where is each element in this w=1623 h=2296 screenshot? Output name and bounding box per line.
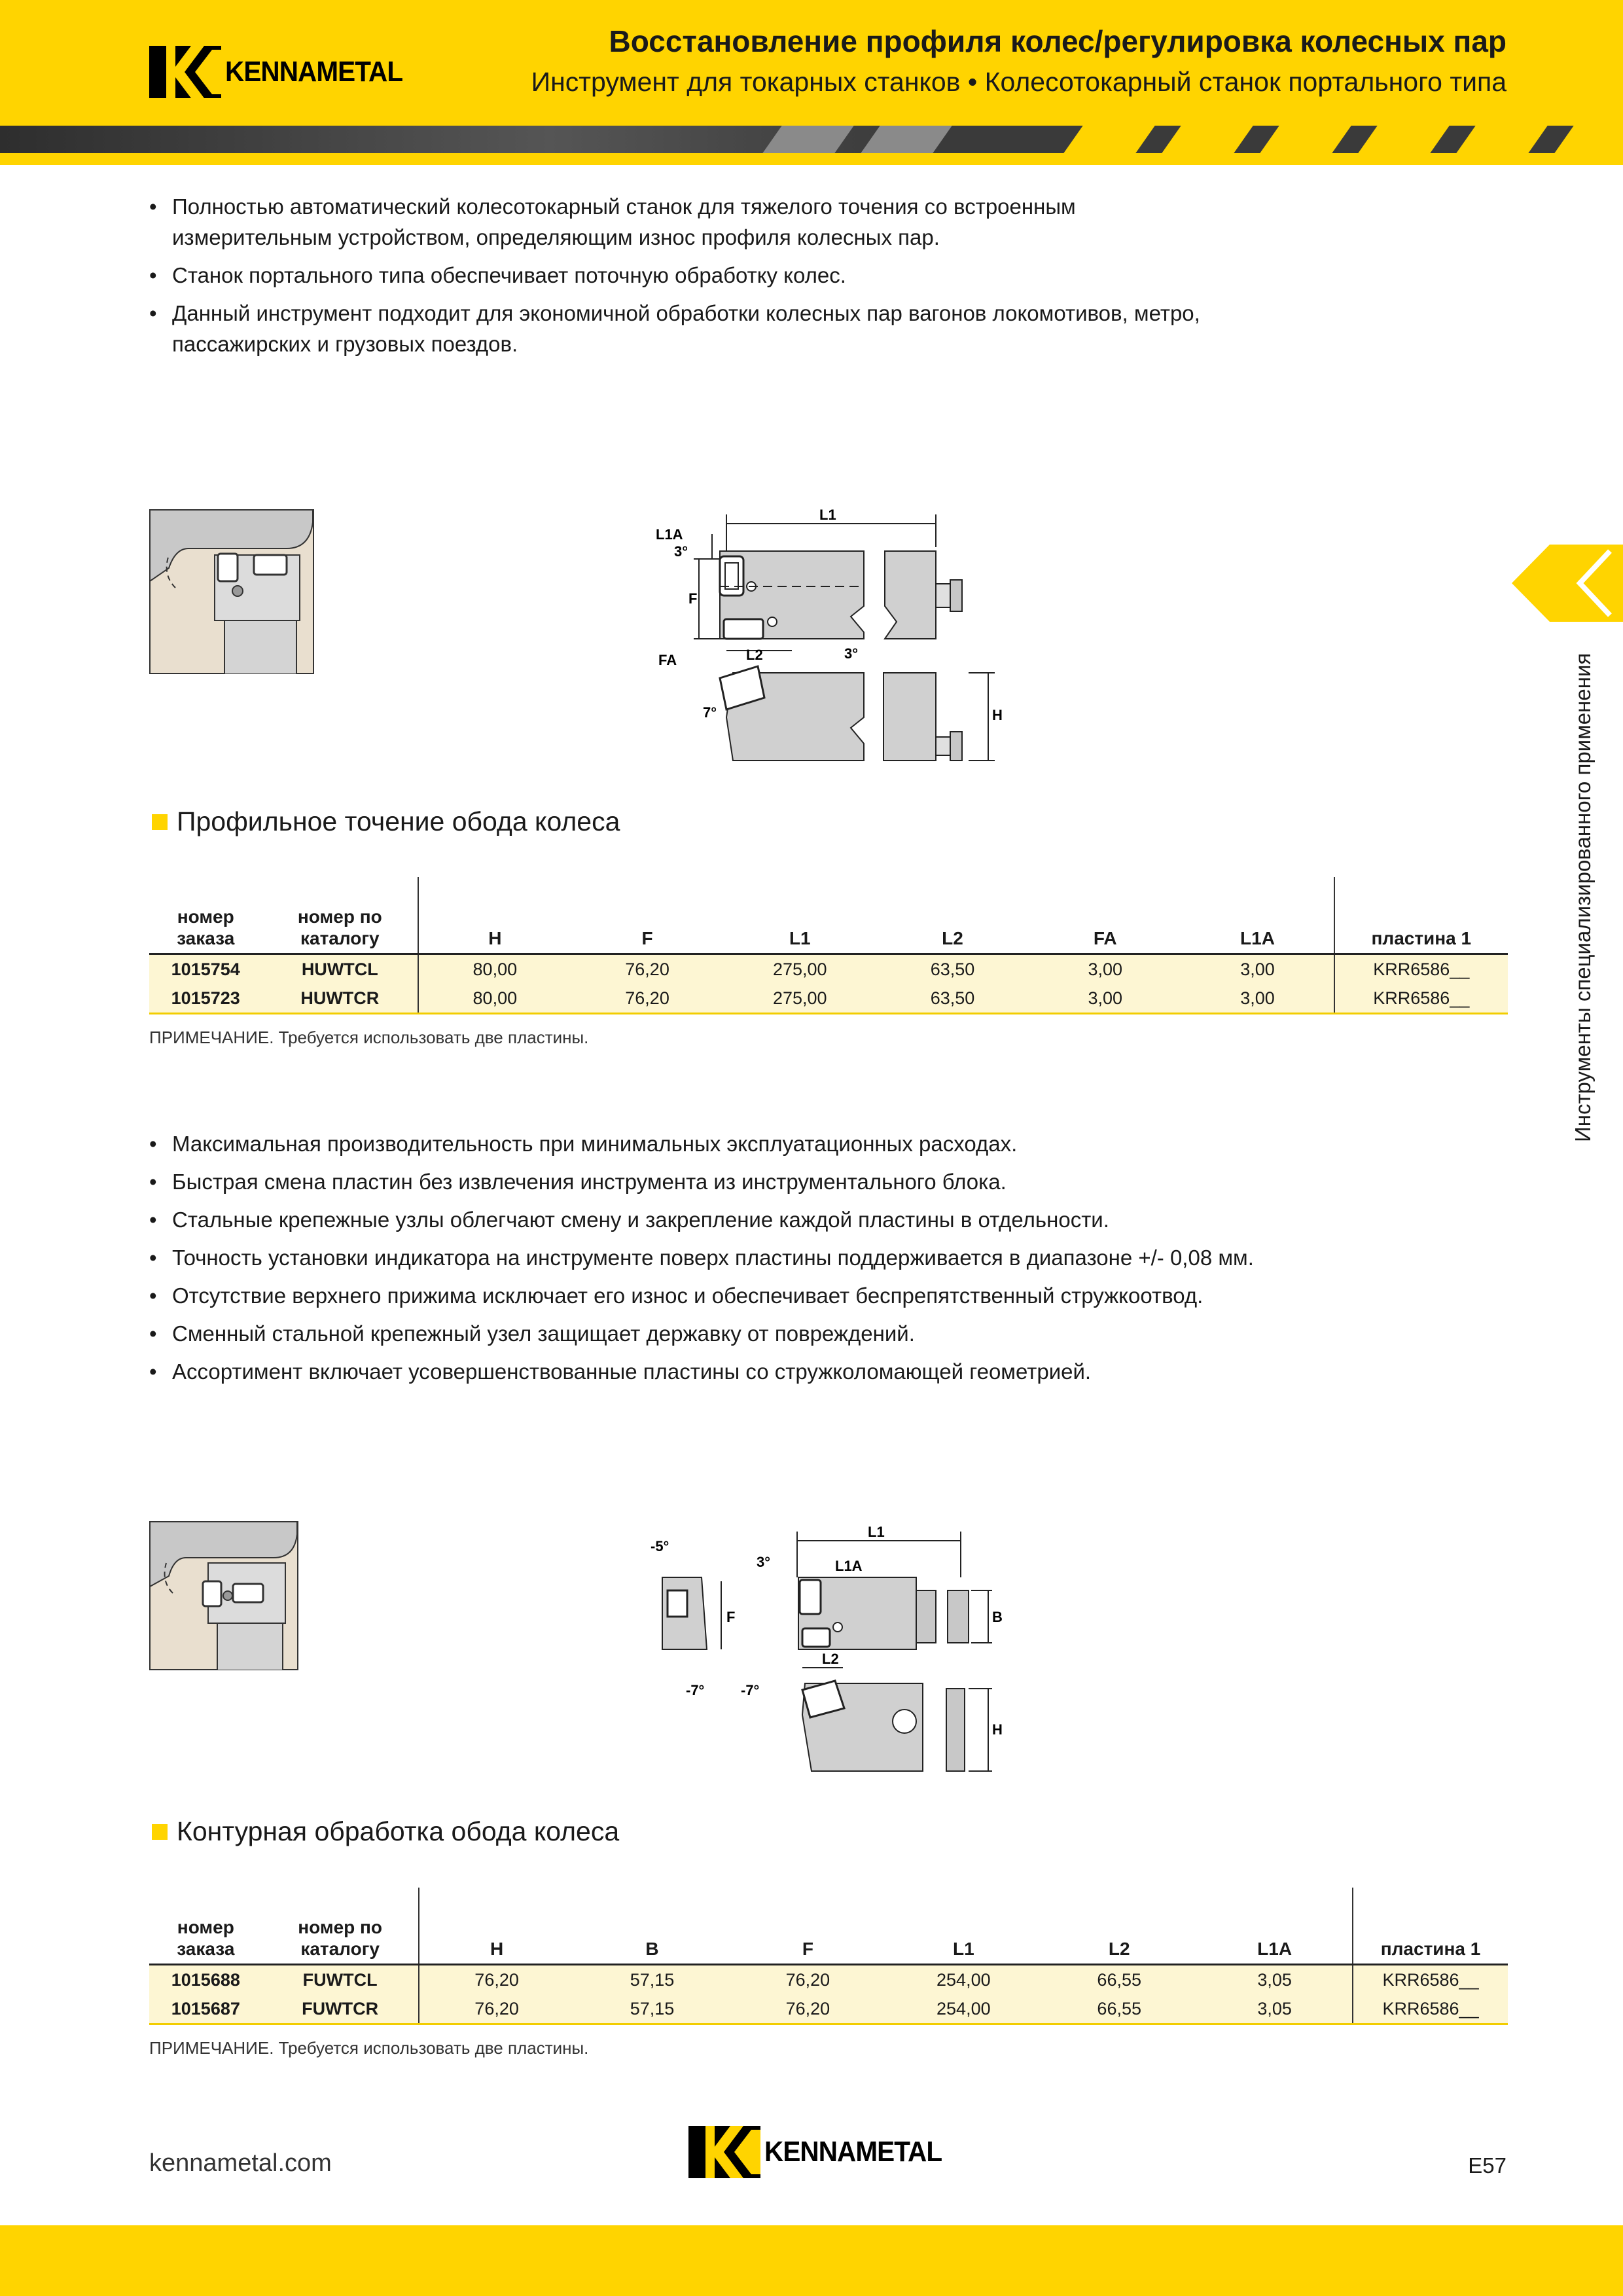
column-header: номер заказа: [177, 1917, 235, 1959]
dim-b-label: B: [992, 1609, 1003, 1625]
section2-title-text: Контурная обработка обода колеса: [177, 1816, 620, 1846]
dim-f-label: F: [726, 1609, 736, 1625]
list-item: • Сменный стальной крепежный узел защищает державку от повреждений.: [149, 1318, 1458, 1349]
table-cell: 1015723: [171, 988, 240, 1008]
list-item: • Данный инструмент подходит для экономичной обработки колесных пар вагонов локомотивов, метро, пассажирских и грузовых поездов.: [149, 298, 1209, 359]
list-item: • Станок портального типа обеспечивает поточную обработку колес.: [149, 260, 1209, 291]
header-underline: [0, 153, 1623, 165]
footer-website-link[interactable]: kennametal.com: [149, 2149, 332, 2177]
header-stripe-band: [0, 126, 1623, 153]
angle-label: 3°: [757, 1554, 771, 1570]
column-header: пластина 1: [1334, 877, 1508, 954]
column-header: номер по каталогу: [298, 1917, 383, 1959]
table-cell: 1015688: [171, 1969, 240, 1990]
angle-label: 3°: [674, 543, 688, 560]
table-cell: 76,20: [419, 1994, 575, 2024]
kennametal-k-icon: [688, 2126, 760, 2178]
column-header: L1A: [1240, 928, 1275, 948]
list-item: • Полностью автоматический колесотокарный станок для тяжелого точения со встроенным измерительным устройством, определяющим износ профиля колесных пар.: [149, 191, 1209, 253]
section2-note: ПРИМЕЧАНИЕ. Требуется использовать две пластины.: [149, 2038, 589, 2058]
table-cell: KRR6586__: [1353, 1965, 1508, 1995]
footer-brand-logo: [688, 2126, 957, 2178]
angle-label: -7°: [741, 1682, 760, 1698]
section2-bullet-list: [149, 1128, 1458, 1394]
angle-label: -5°: [651, 1538, 669, 1554]
table-cell: 275,00: [772, 959, 827, 979]
section2-title: [152, 1816, 619, 1847]
brand-logo: [149, 46, 418, 98]
column-header: L1: [789, 928, 811, 948]
table-cell: 1015687: [171, 1998, 240, 2018]
side-tab-label: Инструменты специализированного применения: [1571, 653, 1595, 1142]
table-cell: HUWTCL: [301, 959, 378, 979]
tool-position-thumbnail: [149, 1521, 298, 1670]
column-header: F: [641, 928, 653, 948]
section-marker-icon: [152, 814, 168, 830]
table-cell: 66,55: [1097, 1969, 1141, 1990]
table-cell: 63,50: [930, 959, 975, 979]
section1-note: ПРИМЕЧАНИЕ. Требуется использовать две пластины.: [149, 1028, 589, 1047]
header-subtitle: Инструмент для токарных станков • Колесотокарный станок портального типа: [531, 67, 1507, 97]
column-header: номер по каталогу: [297, 906, 382, 948]
table-row: [149, 1965, 1508, 1995]
column-header: L1: [952, 1939, 974, 1959]
column-header: F: [802, 1939, 813, 1959]
table-cell: 3,00: [1088, 959, 1123, 979]
table-cell: 57,15: [630, 1998, 675, 2018]
table-cell: 80,00: [418, 954, 571, 984]
table-row: [149, 954, 1508, 984]
table-cell: FUWTCL: [302, 1969, 378, 1990]
column-header: FA: [1093, 928, 1117, 948]
kennametal-k-icon: [149, 46, 221, 98]
list-item: • Отсутствие верхнего прижима исключает его износ и обеспечивает беспрепятственный стружкоотвод.: [149, 1280, 1458, 1311]
section1-spec-table: [149, 877, 1508, 1014]
table-cell: 76,20: [625, 988, 669, 1008]
side-tab-chevron-icon: [1512, 545, 1623, 622]
dim-l1-label: L1: [868, 1524, 885, 1540]
tool-position-thumbnail: [149, 509, 314, 674]
table-cell: 3,00: [1240, 988, 1275, 1008]
brand-wordmark: KENNAMETAL: [764, 2136, 942, 2168]
table-cell: FUWTCR: [302, 1998, 379, 2018]
dim-l1-label: L1: [819, 507, 836, 523]
table-cell: 275,00: [772, 988, 827, 1008]
table-header-row: [149, 1888, 1508, 1965]
dim-l1a-label: L1A: [835, 1558, 863, 1574]
section1-bullet-list: [149, 191, 1209, 367]
table-cell: 3,05: [1257, 1998, 1292, 2018]
column-header: L2: [1108, 1939, 1130, 1959]
brand-wordmark: KENNAMETAL: [225, 56, 403, 88]
table-header-row: [149, 877, 1508, 954]
column-header: H: [419, 1888, 575, 1965]
table-cell: 63,50: [930, 988, 975, 1008]
table-row: [149, 1994, 1508, 2024]
list-item: • Точность установки индикатора на инструменте поверх пластины поддерживается в диапазоне +/- 0,08 мм.: [149, 1242, 1458, 1273]
header-title: Восстановление профиля колес/регулировка колесных пар: [609, 24, 1507, 58]
table-cell: 66,55: [1097, 1998, 1141, 2018]
section1-title-text: Профильное точение обода колеса: [177, 806, 620, 836]
column-header: H: [418, 877, 571, 954]
angle-label: 3°: [844, 645, 859, 662]
column-header: L1A: [1257, 1939, 1293, 1959]
list-item: • Стальные крепежные узлы облегчают смену и закрепление каждой пластины в отдельности.: [149, 1204, 1458, 1235]
table-cell: 57,15: [630, 1969, 675, 1990]
tool-dimension-drawing: [648, 1518, 1014, 1774]
column-header: L2: [942, 928, 963, 948]
table-cell: KRR6586__: [1334, 954, 1508, 984]
table-cell: 3,00: [1088, 988, 1123, 1008]
page-number: E57: [1468, 2153, 1507, 2178]
list-item: • Максимальная производительность при минимальных эксплуатационных расходах.: [149, 1128, 1458, 1159]
table-cell: HUWTCR: [300, 988, 380, 1008]
table-cell: KRR6586__: [1353, 1994, 1508, 2024]
dim-l2-label: L2: [746, 647, 763, 663]
list-item: • Быстрая смена пластин без извлечения инструмента из инструментального блока.: [149, 1166, 1458, 1197]
list-item: • Ассортимент включает усовершенствованные пластины со стружколомающей геометрией.: [149, 1356, 1458, 1387]
column-header: B: [645, 1939, 659, 1959]
table-cell: 254,00: [936, 1998, 991, 2018]
table-cell: 3,00: [1240, 959, 1275, 979]
column-header: номер заказа: [177, 906, 235, 948]
section1-title: [152, 806, 620, 837]
table-cell: 1015754: [171, 959, 240, 979]
footer-band: [0, 2225, 1623, 2296]
table-row: [149, 984, 1508, 1014]
table-cell: 3,05: [1257, 1969, 1292, 1990]
dim-l2-label: L2: [822, 1651, 839, 1667]
table-cell: 80,00: [418, 984, 571, 1014]
table-cell: 76,20: [785, 1969, 830, 1990]
section-marker-icon: [152, 1824, 168, 1840]
table-cell: 76,20: [785, 1998, 830, 2018]
table-cell: KRR6586__: [1334, 984, 1508, 1014]
angle-label: -7°: [686, 1682, 705, 1698]
dim-h-label: H: [992, 707, 1003, 723]
section2-spec-table: [149, 1888, 1508, 2025]
table-cell: 254,00: [936, 1969, 991, 1990]
table-cell: 76,20: [625, 959, 669, 979]
dim-l1a-label: L1A: [656, 526, 683, 543]
table-cell: 76,20: [419, 1965, 575, 1995]
column-header: пластина 1: [1353, 1888, 1508, 1965]
angle-label: 7°: [703, 704, 717, 721]
dim-fa-label: FA: [658, 652, 677, 668]
tool-dimension-drawing: [648, 501, 1014, 770]
dim-h-label: H: [992, 1721, 1003, 1738]
dim-f-label: F: [688, 590, 698, 607]
